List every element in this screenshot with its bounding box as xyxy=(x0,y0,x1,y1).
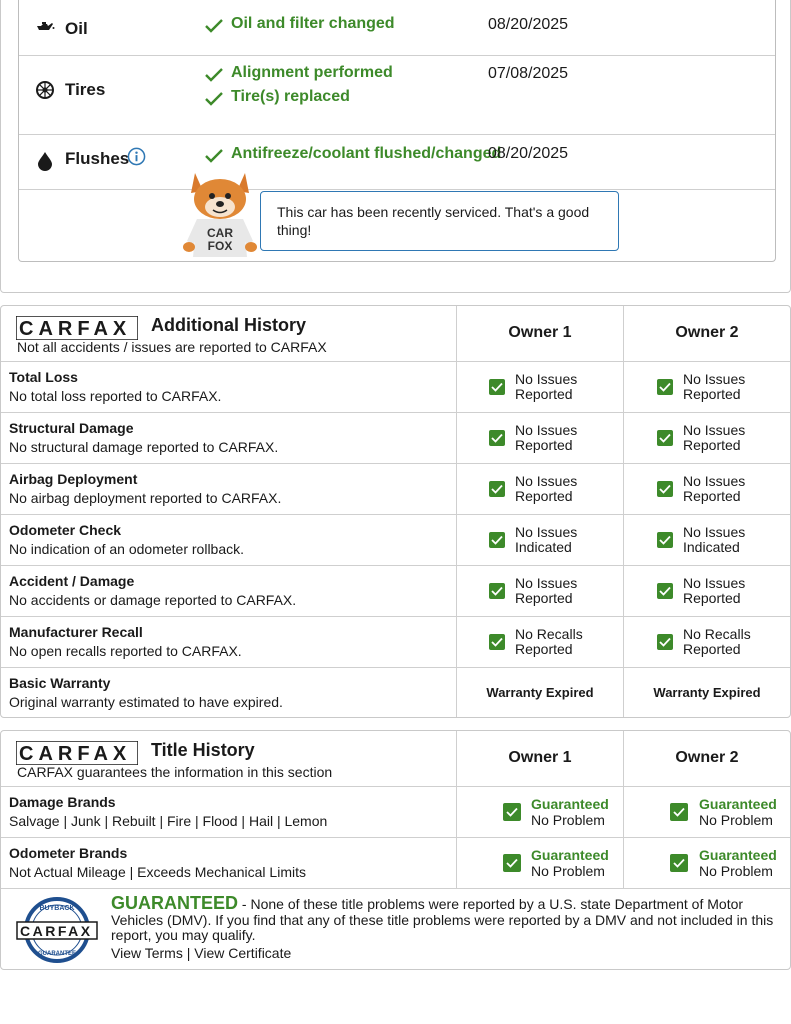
row-description: Original warranty estimated to have expired. xyxy=(9,694,283,710)
row-label: Odometer Brands xyxy=(9,845,128,861)
speech-bubble: This car has been recently serviced. That's a good thing! xyxy=(260,191,619,251)
check-icon xyxy=(204,148,224,164)
status-line: Reported xyxy=(515,641,573,657)
check-icon xyxy=(204,18,224,34)
guarantee-links xyxy=(111,945,291,961)
status-line: No Issues xyxy=(683,422,746,438)
service-card xyxy=(18,0,776,262)
checkbox-icon xyxy=(489,583,505,599)
row-label: Total Loss xyxy=(9,369,78,385)
tire-icon xyxy=(35,80,55,100)
drop-icon xyxy=(35,151,55,171)
link-separator: | xyxy=(182,945,195,961)
row-description: No indication of an odometer rollback. xyxy=(9,541,245,557)
checkbox-icon xyxy=(489,634,505,650)
status-line: No Issues xyxy=(515,524,578,540)
status-line: Reported xyxy=(683,641,741,657)
table-row xyxy=(1,566,790,617)
table-header xyxy=(1,306,790,362)
guarantee-body: - None of these title problems were reported by a U.S. state Department of Motor Vehicles (DMV). If you find that any of these title problems were reported by a DMV and not included in this report, you may qualify. xyxy=(111,896,774,943)
checkbox-icon xyxy=(657,379,673,395)
status-line: Indicated xyxy=(683,539,740,555)
row-description: Salvage | Junk | Rebuilt | Fire | Flood | Hail | Lemon xyxy=(9,813,328,829)
svg-text:CARFAX: CARFAX xyxy=(19,743,132,765)
row-description: No total loss reported to CARFAX. xyxy=(9,388,222,404)
service-date: 07/08/2025 xyxy=(488,65,569,82)
check-icon xyxy=(204,91,224,107)
guaranteed-label: Guaranteed xyxy=(531,796,609,812)
row-description: No airbag deployment reported to CARFAX. xyxy=(9,490,282,506)
status-line: No Issues xyxy=(683,524,746,540)
checkbox-icon xyxy=(657,532,673,548)
row-label: Accident / Damage xyxy=(9,573,135,589)
checkbox-icon xyxy=(489,481,505,497)
checkbox-icon xyxy=(657,430,673,446)
checkbox-icon xyxy=(489,379,505,395)
status-line: No Issues xyxy=(683,575,746,591)
check-icon xyxy=(204,67,224,83)
status-line: No Problem xyxy=(531,863,605,879)
guarantee-text xyxy=(111,893,781,944)
checkbox-icon xyxy=(657,481,673,497)
svg-text:BUYBACK: BUYBACK xyxy=(39,905,75,912)
status-line: Reported xyxy=(515,488,573,504)
status-line: Reported xyxy=(683,437,741,453)
service-history-section xyxy=(0,0,791,293)
guarantee-footer xyxy=(1,889,790,969)
section-title: Additional History xyxy=(151,315,307,335)
status-line: No Issues xyxy=(515,575,578,591)
row-label: Airbag Deployment xyxy=(9,471,138,487)
svg-text:CARFAX: CARFAX xyxy=(19,318,132,340)
row-label: Manufacturer Recall xyxy=(9,624,143,640)
section-subtitle: CARFAX guarantees the information in this section xyxy=(17,764,333,780)
service-row-tires: Tires Alignment performed Tire(s) replaced 07/08/2025 xyxy=(19,56,775,135)
checkbox-icon xyxy=(657,634,673,650)
status-line: No Problem xyxy=(699,812,773,828)
checkbox-icon xyxy=(503,803,521,821)
guarantee-word: GUARANTEED xyxy=(111,893,239,913)
service-name: Tires xyxy=(65,80,106,99)
warranty-status: Warranty Expired xyxy=(486,685,594,700)
table-row xyxy=(1,787,790,838)
row-label: Structural Damage xyxy=(9,420,134,436)
carfax-logo xyxy=(16,741,138,765)
guaranteed-label: Guaranteed xyxy=(699,847,777,863)
status-line: No Issues xyxy=(683,371,746,387)
view-terms-link[interactable]: View Terms xyxy=(111,945,183,961)
info-icon[interactable] xyxy=(127,147,146,166)
row-description: No accidents or damage reported to CARFAX. xyxy=(9,592,297,608)
row-label: Odometer Check xyxy=(9,522,122,538)
status-line: No Recalls xyxy=(683,626,751,642)
status-line: No Recalls xyxy=(515,626,583,642)
svg-text:GUARANTEE: GUARANTEE xyxy=(37,951,77,957)
status-line: Reported xyxy=(683,590,741,606)
status-line: No Issues xyxy=(515,473,578,489)
service-row-flushes: Flushes Antifreeze/coolant flushed/changed 08/20/2025 xyxy=(19,135,775,190)
carfax-logo xyxy=(16,316,138,340)
status-line: No Problem xyxy=(699,863,773,879)
status-line: No Issues xyxy=(683,473,746,489)
service-date: 08/20/2025 xyxy=(488,145,569,162)
status-line: Reported xyxy=(515,437,573,453)
service-name: Flushes xyxy=(65,149,130,168)
owner-1-header: Owner 1 xyxy=(508,324,572,341)
status-line: No Problem xyxy=(531,812,605,828)
table-row xyxy=(1,838,790,889)
status-line: No Issues xyxy=(515,422,578,438)
checkbox-icon xyxy=(670,854,688,872)
status-line: Reported xyxy=(515,590,573,606)
row-description: Not Actual Mileage | Exceeds Mechanical Limits xyxy=(9,864,306,880)
owner-2-header: Owner 2 xyxy=(675,749,739,766)
owner-2-header: Owner 2 xyxy=(675,324,739,341)
warranty-status: Warranty Expired xyxy=(653,685,761,700)
row-label: Basic Warranty xyxy=(9,675,111,691)
row-description: No structural damage reported to CARFAX. xyxy=(9,439,279,455)
buyback-guarantee-badge xyxy=(16,897,98,963)
checkbox-icon xyxy=(657,583,673,599)
table-row xyxy=(1,617,790,668)
table-row xyxy=(1,413,790,464)
view-certificate-link[interactable]: View Certificate xyxy=(194,945,292,961)
checkbox-icon xyxy=(503,854,521,872)
row-label: Damage Brands xyxy=(9,794,116,810)
checkbox-icon xyxy=(670,803,688,821)
service-name: Oil xyxy=(65,19,88,38)
guaranteed-label: Guaranteed xyxy=(531,847,609,863)
row-description: No open recalls reported to CARFAX. xyxy=(9,643,242,659)
table-row xyxy=(1,515,790,566)
service-date: 08/20/2025 xyxy=(488,16,569,33)
service-row-oil: Oil Oil and filter changed 08/20/2025 xyxy=(19,0,775,56)
table-row xyxy=(1,362,790,413)
carfox-mascot-icon xyxy=(177,169,263,261)
oil-can-icon xyxy=(35,18,55,38)
title-history-table xyxy=(0,730,791,970)
svg-text:CAR: CAR xyxy=(207,226,233,240)
checkbox-icon xyxy=(489,430,505,446)
table-row xyxy=(1,464,790,515)
status-line: Reported xyxy=(683,488,741,504)
status-line: Reported xyxy=(515,386,573,402)
guaranteed-label: Guaranteed xyxy=(699,796,777,812)
status-line: No Issues xyxy=(515,371,578,387)
status-line: Indicated xyxy=(515,539,572,555)
checkbox-icon xyxy=(489,532,505,548)
owner-1-header: Owner 1 xyxy=(508,749,572,766)
additional-history-table xyxy=(0,305,791,718)
svg-text:FOX: FOX xyxy=(207,239,233,253)
table-header xyxy=(1,731,790,787)
section-title: Title History xyxy=(151,740,255,760)
svg-text:CARFAX: CARFAX xyxy=(20,923,93,939)
section-subtitle: Not all accidents / issues are reported to CARFAX xyxy=(17,339,327,355)
status-line: Reported xyxy=(683,386,741,402)
table-row xyxy=(1,668,790,718)
